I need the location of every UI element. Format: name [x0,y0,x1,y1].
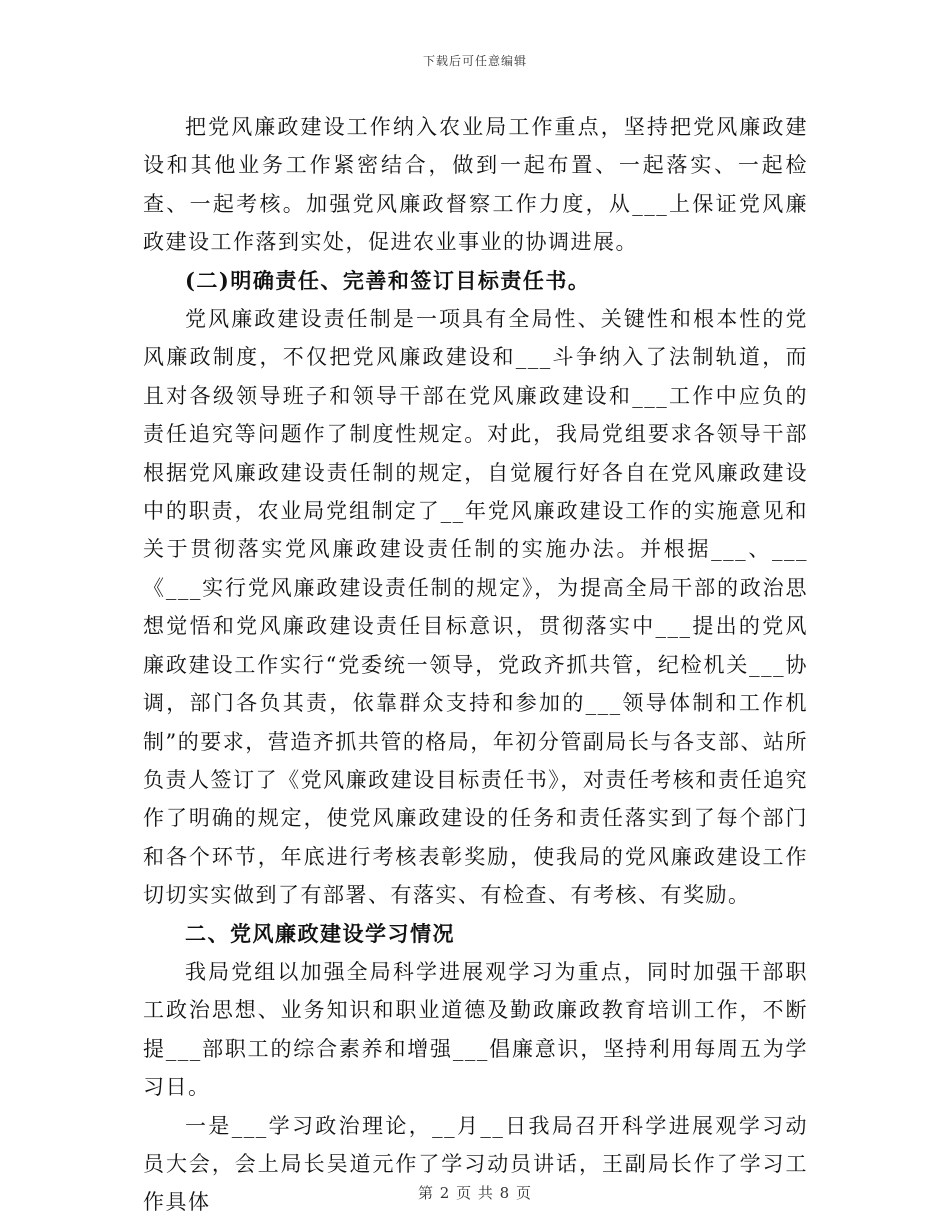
paragraph-3: 我局党组以加强全局科学进展观学习为重点，同时加强干部职工政治思想、业务知识和职业道德及勤政廉政教育培训工作，不断提___部职工的综合素养和增强___倡廉意识，坚持利用每周五为学习日。 [143,959,808,1100]
document-body [143,108,808,1222]
section-heading-2: (二)明确责任、完善和签订目标责任书。 [185,267,591,293]
page-number: 第 2 页 共 8 页 [418,1184,532,1202]
paragraph-2: 党风廉政建设责任制是一项具有全局性、关键性和根本性的党风廉政制度，不仅把党风廉政建设和___斗争纳入了法制轨道，而且对各级领导班子和领导干部在党风廉政建设和___工作中应负的责任追究等问题作了制度性规定。对此，我局党组要求各领导干部根据党风廉政建设责任制的规定，自觉履行好各自在党风廉政建设中的职责，农业局党组制定了__年党风廉政建设工作的实施意见和关于贯彻落实党风廉政建设责任制的实施办法。并根据___、___《___实行党风廉政建设责任制的规定》，为提高全局干部的政治思想觉悟和党风廉政建设责任目标意识，贯彻落实中___提出的党风廉政建设工作实行“党委统一领导，党政齐抓共管，纪检机关___协调，部门各负其责，依靠群众支持和参加的___领导体制和工作机制”的要求，营造齐抓共管的格局，年初分管副局长与各支部、站所负责人签订了《党风廉政建设目标责任书》，对责任考核和责任追究作了明确的规定，使党风廉政建设的任务和责任落实到了每个部门和各个环节，年底进行考核表彰奖励，使我局的党风廉政建设工作切切实实做到了有部署、有落实、有检查、有考核、有奖励。 [143,307,808,908]
paragraph-4: 一是___学习政治理论，__月__日我局召开科学进展观学习动员大会，会上局长吴道元作了学习动员讲话，王副局长作了学习工作具体 [143,1113,808,1215]
page-header: 下载后可任意编辑 [422,54,527,68]
paragraph-1: 把党风廉政建设工作纳入农业局工作重点，坚持把党风廉政建设和其他业务工作紧密结合，做到一起布置、一起落实、一起检查、一起考核。加强党风廉政督察工作力度，从___上保证党风廉政建设工作落到实处，促进农业事业的协调进展。 [143,115,808,255]
section-heading-study: 二、党风廉政建设学习情况 [185,920,455,946]
